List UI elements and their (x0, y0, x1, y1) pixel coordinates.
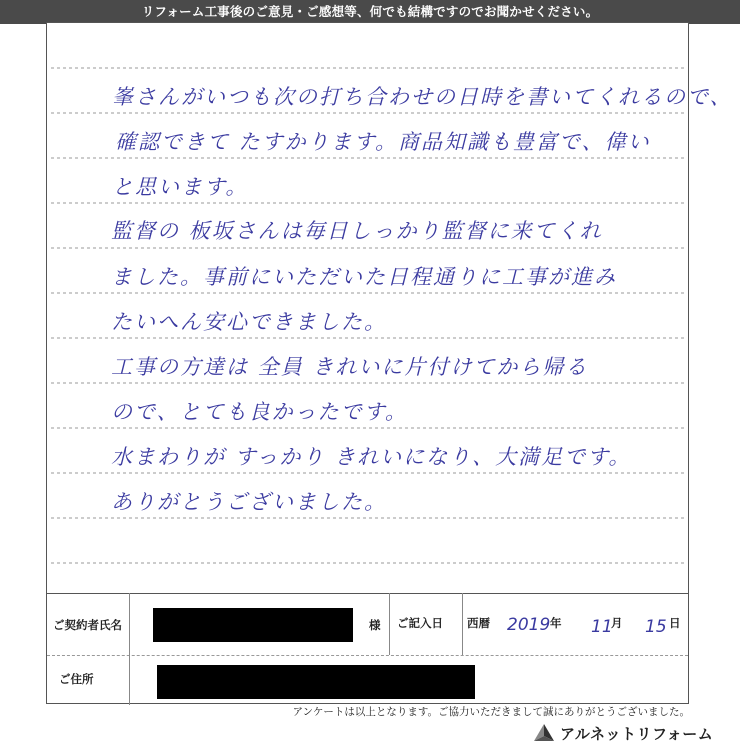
contract-info-form (47, 593, 688, 705)
entry-year: 2019 (507, 615, 551, 635)
era-label: 西暦 (467, 616, 490, 630)
company-logo-text: アルネットリフォーム (560, 724, 714, 743)
company-logo-icon (532, 723, 556, 743)
address-redacted (157, 665, 475, 699)
comment-line: 確認できて たすかります。商品知識も豊富で、偉い (115, 130, 651, 154)
comment-line: ました。事前にいただいた日程通りに工事が進み (111, 265, 617, 289)
form-column-divider (462, 593, 463, 655)
form-row-divider (47, 593, 688, 594)
entry-date-label: ご記入日 (397, 616, 443, 630)
comment-line: 峯さんがいつも次の打ち合わせの日時を書いてくれるので、 (112, 85, 733, 109)
day-unit: 日 (669, 616, 681, 630)
name-suffix: 様 (369, 618, 381, 632)
comment-line: と思います。 (112, 175, 249, 199)
customer-name-redacted (153, 608, 353, 642)
form-column-divider (129, 593, 130, 655)
form-row-divider (47, 655, 688, 656)
comment-line: たいへん安心できました。 (111, 310, 387, 334)
comment-line: ありがとうございました。 (111, 490, 387, 514)
entry-month: 11 (591, 617, 613, 637)
year-unit: 年 (550, 616, 562, 630)
closing-note: アンケートは以上となります。ご協力いただきまして誠にありがとうございました。 (292, 706, 690, 718)
customer-name-label: ご契約者氏名 (53, 618, 122, 632)
comment-line: ので、とても良かったです。 (111, 400, 408, 424)
comment-line: 水まわりが すっかり きれいになり、大満足です。 (111, 445, 632, 469)
survey-header: リフォーム工事後のご意見・ご感想等、何でも結構ですのでお聞かせください。 (0, 0, 740, 24)
address-label: ご住所 (59, 672, 94, 686)
month-unit: 月 (611, 616, 623, 630)
comment-line: 監督の 板坂さんは毎日しっかり監督に来てくれ (111, 219, 603, 243)
comment-line: 工事の方達は 全員 きれいに片付けてから帰る (111, 355, 589, 379)
form-column-divider (389, 593, 390, 655)
form-column-divider (129, 655, 130, 705)
company-logo (532, 722, 713, 744)
comment-sheet (46, 22, 733, 704)
entry-day: 15 (645, 617, 667, 637)
